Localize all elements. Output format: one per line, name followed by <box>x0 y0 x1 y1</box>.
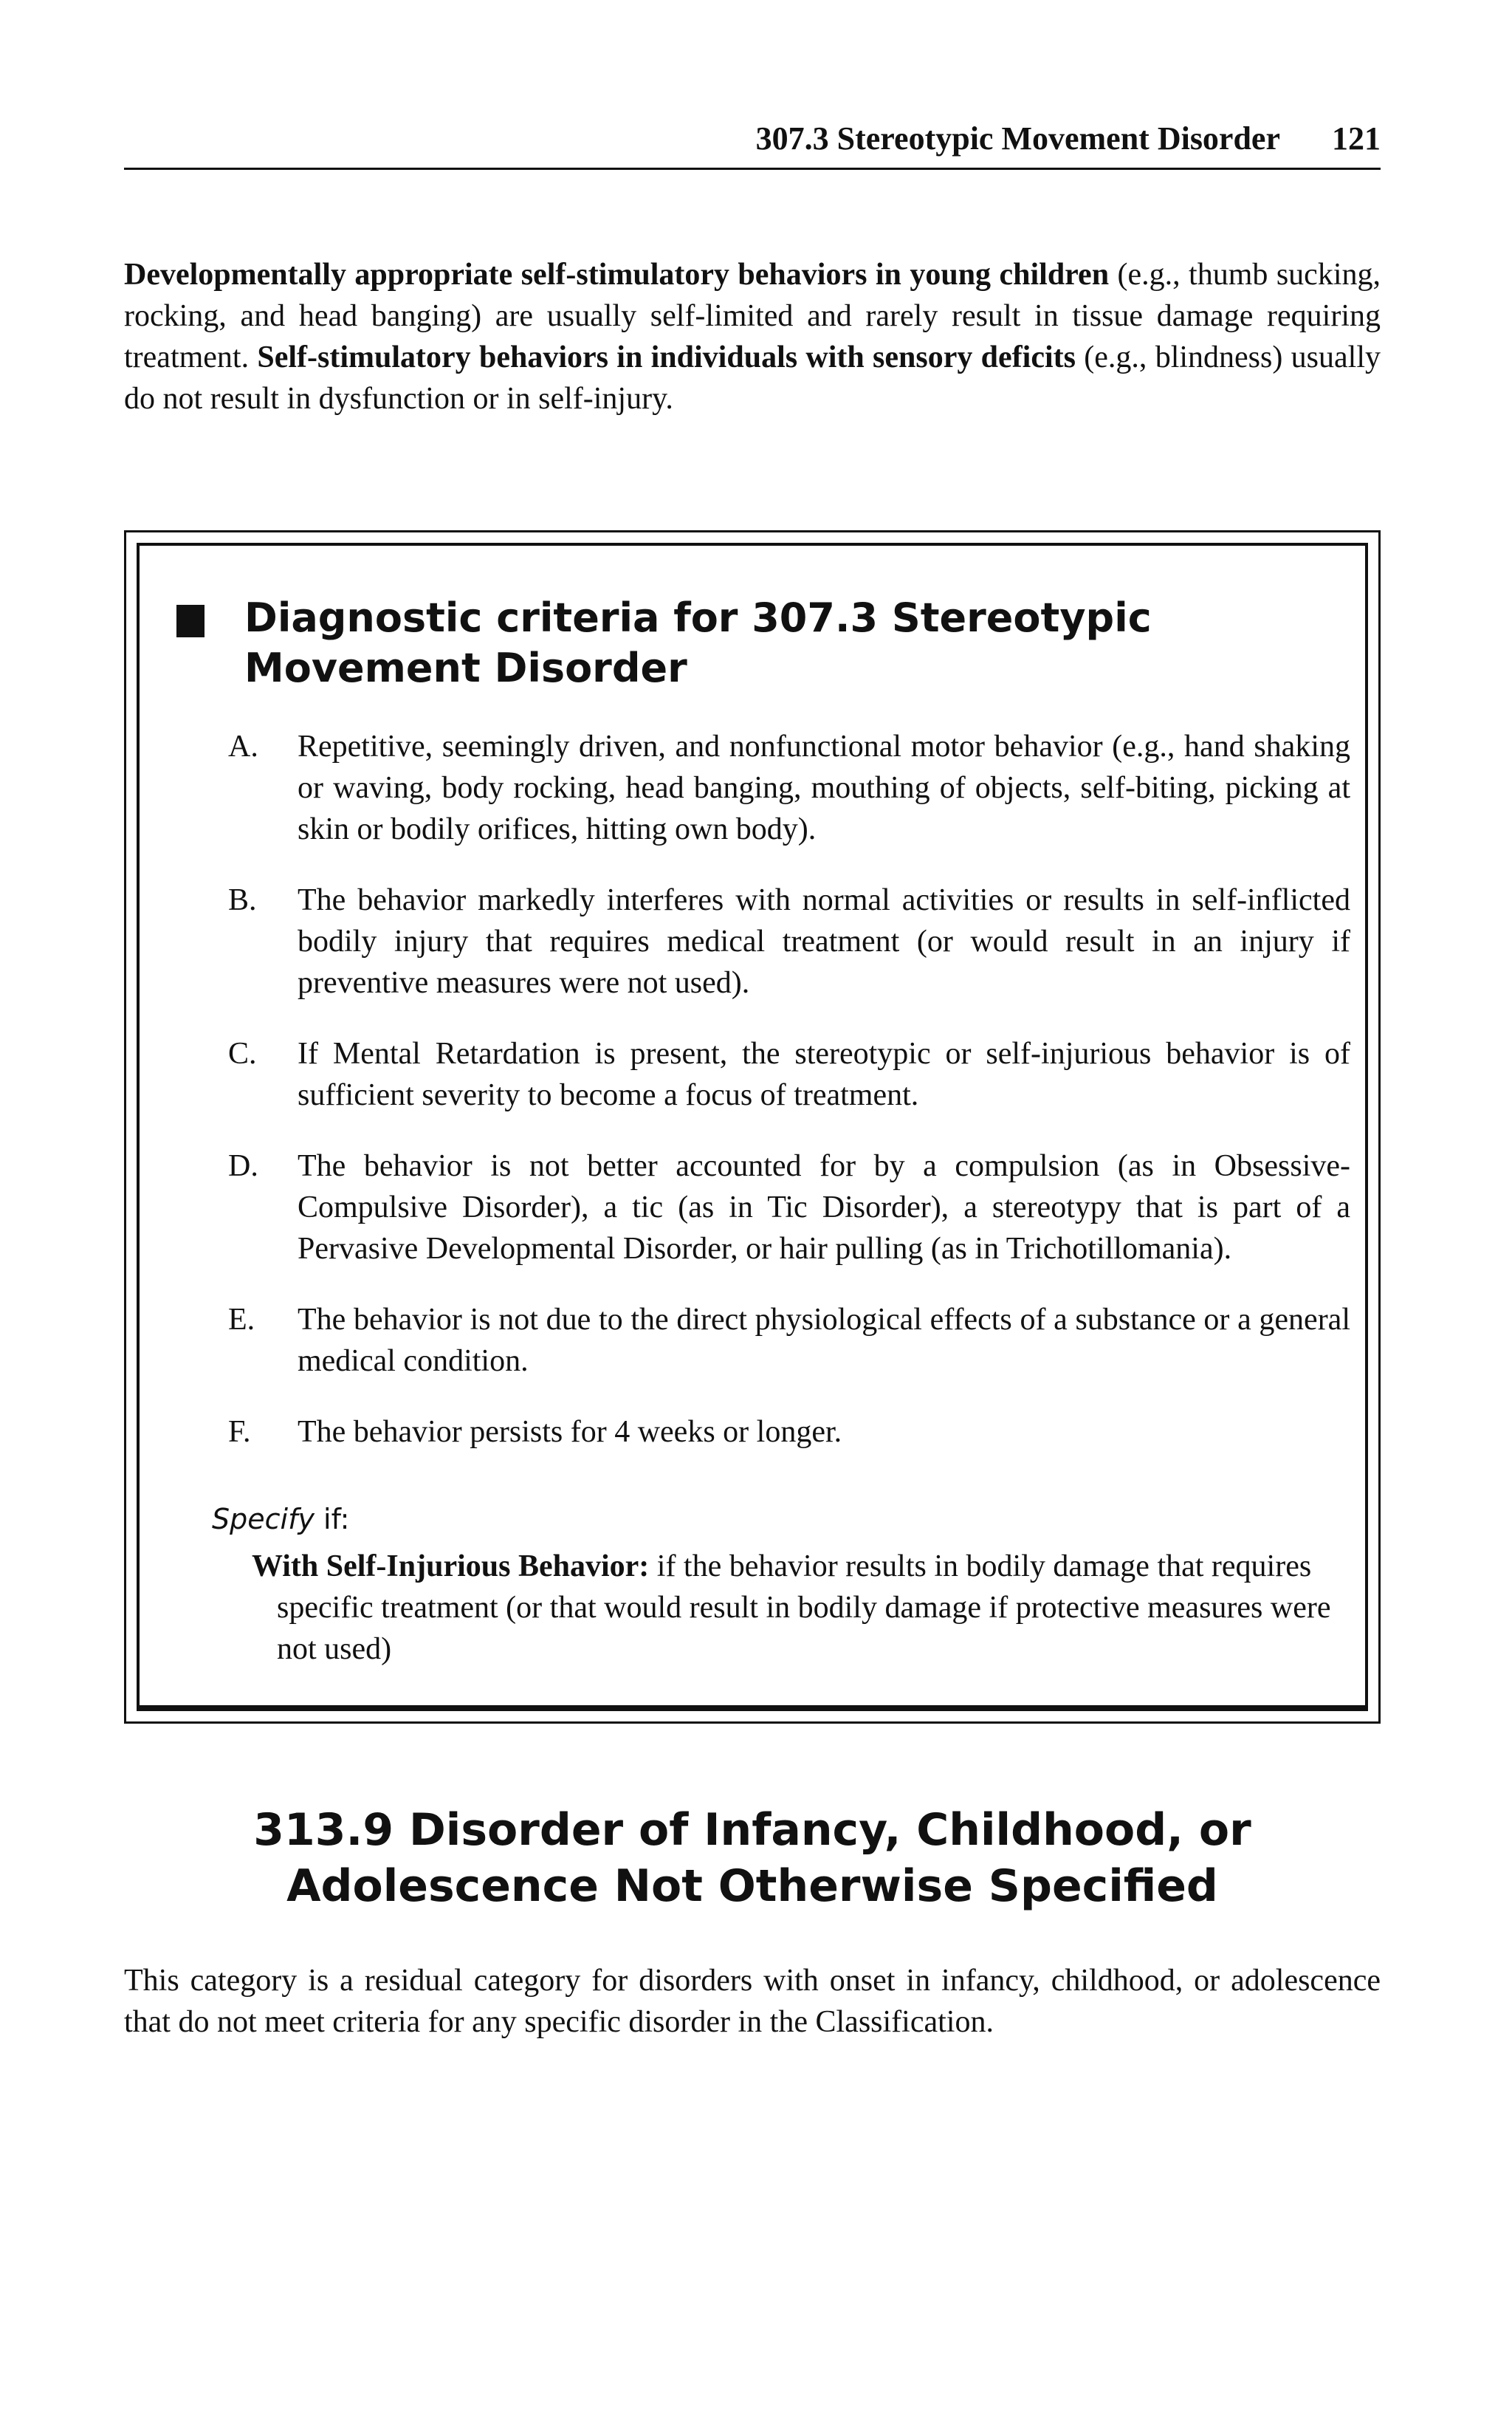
criterion-letter: E. <box>228 1303 255 1337</box>
specify-suffix: if: <box>314 1503 350 1535</box>
criteria-title: Diagnostic criteria for 307.3 Stereotypic Movement Disorder <box>244 594 1152 691</box>
running-title: 307.3 Stereotypic Movement Disorder <box>755 120 1280 157</box>
criteria-list <box>228 726 1350 1482</box>
criterion-text: The behavior persists for 4 weeks or longer. <box>298 1415 842 1449</box>
section-paragraph: This category is a residual category for disorders with onset in infancy, childhood, or adolescence that do not meet criteria for any specific disorder in the Classification. <box>124 1964 1381 2039</box>
page-number: 121 <box>1332 120 1381 157</box>
criteria-box <box>124 530 1381 1724</box>
intro-text: (e.g., thumb sucking, rocking, and head banging) are usually self-limited and rarely result in tissue damage requiring treatment. <box>124 258 1381 374</box>
criterion-letter: A. <box>228 730 258 764</box>
criteria-box-inner <box>137 543 1368 1711</box>
criterion-letter: B. <box>228 883 257 917</box>
criterion-text: The behavior markedly interferes with normal activities or results in self-inflicted bodily injury that requires medical treatment (or would result in an injury if preventive measures were not used). <box>298 883 1350 1000</box>
intro-paragraph <box>124 254 1381 419</box>
criterion-a <box>228 726 1350 850</box>
intro-bold-phrase: Self-stimulatory behaviors in individuals with sensory deficits <box>257 340 1076 374</box>
criterion-f <box>228 1411 1350 1453</box>
specify-label: Specify <box>212 1503 315 1535</box>
criterion-text: If Mental Retardation is present, the stereotypic or self-injurious behavior is of sufficient severity to become a focus of treatment. <box>298 1037 1350 1112</box>
specify-block <box>212 1498 1331 1670</box>
criterion-d <box>228 1145 1350 1269</box>
specifier-name: With Self-Injurious Behavior: <box>252 1549 650 1583</box>
section-heading: 313.9 Disorder of Infancy, Childhood, or Adolescence Not Otherwise Specified <box>253 1804 1251 1912</box>
criterion-text: The behavior is not better accounted for by a compulsion (as in Obsessive-Compulsive Disorder), a tic (as in Tic Disorder), a stereotypy that is part of a Pervasive Developmental Disorder, or hair pulling (as in Trichotillomania). <box>298 1149 1350 1266</box>
criterion-b <box>228 880 1350 1004</box>
intro-bold-phrase: Developmentally appropriate self-stimulatory behaviors in young children <box>124 258 1110 292</box>
specifier-self-injurious <box>252 1546 1347 1670</box>
specifier-text: if the behavior results in bodily damage that requires specific treatment (or that would result in bodily damage if protective measures were not used) <box>277 1549 1331 1666</box>
criterion-letter: D. <box>228 1149 258 1183</box>
criterion-letter: C. <box>228 1037 257 1071</box>
criterion-c <box>228 1033 1350 1116</box>
specify-line <box>212 1498 1319 1540</box>
criterion-text: The behavior is not due to the direct physiological effects of a substance or a general medical condition. <box>298 1303 1350 1378</box>
intro-text: (e.g., blindness) usually do not result in dysfunction or in self-injury. <box>124 340 1381 416</box>
page-header <box>124 111 1381 170</box>
criterion-text: Repetitive, seemingly driven, and nonfunctional motor behavior (e.g., hand shaking or waving, body rocking, head banging, mouthing of objects, self-biting, picking at skin or bodily orifices, hitting own body). <box>298 730 1350 846</box>
criterion-letter: F. <box>228 1415 251 1449</box>
criterion-e <box>228 1299 1350 1382</box>
